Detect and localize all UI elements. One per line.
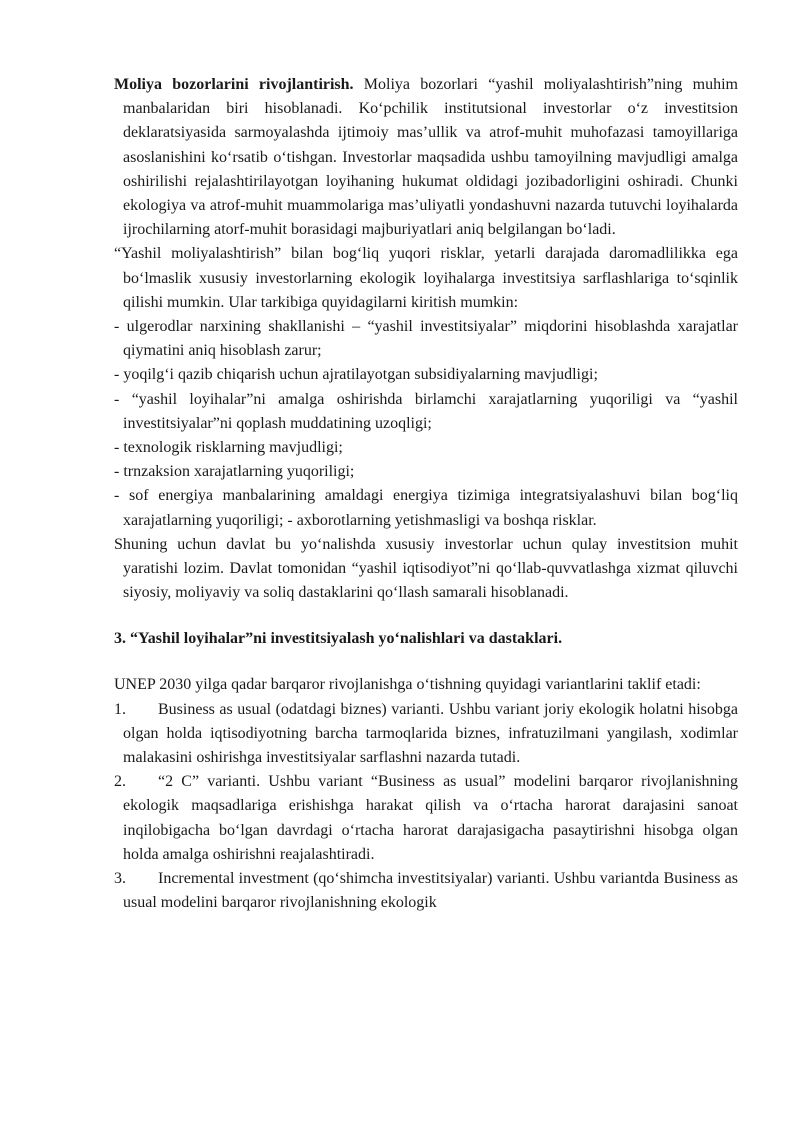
- numbered-item: [114, 698, 738, 771]
- paragraph-state-role: Shuning uchun davlat bu yoʻnalishda xususiy investorlar uchun qulay investitsion muhit yaratishi lozim. Davlat tomonidan “yashil iqtisodiyot”ni qoʻllab-quvvatlashga xizmat qiluvchi siyosiy, moliyaviy va soliq dastaklarini qoʻllash samarali hisoblanadi.: [114, 535, 738, 602]
- paragraph-green-finance-risks: “Yashil moliyalashtirish” bilan bogʻliq yuqori risklar, yetarli darajada daromadlilikka ega boʻlmaslik xususiy investorlarning ekologik loyihalarga investitsiya sarflashlariga toʻsqinlik qilishi mumkin. Ular tarkibiga quyidagilarni kiritish mumkin:: [114, 245, 738, 311]
- paragraph-unep-intro: UNEP 2030 yilga qadar barqaror rivojlanishga oʻtishning quyidagi variantlarini taklif etadi:: [114, 676, 701, 694]
- numbered-item-text: Incremental investment (qoʻshimcha investitsiyalar) varianti. Ushbu variantda Business as usual modelini barqaror rivojlanishning ekologik: [123, 870, 738, 912]
- numbered-item: [114, 770, 738, 867]
- list-item-risk: - texnologik risklarning mavjudligi;: [114, 439, 343, 457]
- numbered-item-text: “2 C” varianti. Ushbu variant “Business as usual” modelini barqaror rivojlanishning ekologik maqsadlariga erishishga harakat qilish va oʻrtacha harorat darajasini sanoat inqilobigacha boʻlgan davrdagi oʻrtacha harorat darajasigacha pasaytirishni hisobga olgan holda amalga oshirishni reajalashtiradi.: [123, 773, 738, 863]
- numbered-item: [114, 867, 738, 915]
- list-item-risk: - sof energiya manbalarining amaldagi energiya tizimiga integratsiyalashuvi bilan bogʻliq xarajatlarning yuqoriligi; - axborotlarning yetishmasligi va boshqa risklar.: [114, 487, 738, 529]
- list-item-risk: - ulgerodlar narxining shakllanishi – “yashil investitsiyalar” miqdorini hisoblashda xarajatlar qiymatini aniq hisoblash zarur;: [114, 318, 738, 360]
- numbered-item-number: 1.: [114, 700, 126, 718]
- numbered-item-number: 3.: [114, 870, 126, 888]
- paragraph-bold-lead: Moliya bozorlarini rivojlantirish.: [114, 76, 354, 93]
- paragraph-body: Moliya bozorlari “yashil moliyalashtirish”ning muhim manbalaridan biri hisoblanadi. Koʻpchilik institutsional investorlar oʻz investitsion deklaratsiyasida sarmoyalashda ijtimoiy mas’ullik va atrof-muhit muhofazasi tamoyillariga asoslanishini koʻrsatib oʻtishgan. Investorlar maqsadida ushbu tamoyilning mavjudligi amalga oshirilishi rejalashtirilayotgan loyihaning hukumat oldidagi jozibadorligini oshiradi. Chunki ekologiya va atrof-muhit muammolariga mas’uliyatli yondashuvni nazarda tutuvchi loyihalarda ijrochilarning atorf-muhit borasidagi majburiyatlari aniq belgilangan boʻladi.: [123, 76, 738, 239]
- list-item-risk: - “yashil loyihalar”ni amalga oshirishda birlamchi xarajatlarning yuqoriligi va “yashil investitsiyalar”ni qoplash muddatining uzoqligi;: [114, 390, 738, 432]
- document-page: [114, 73, 738, 916]
- paragraph-financial-markets: [114, 73, 738, 242]
- list-item-risk: - trnzaksion xarajatlarning yuqoriligi;: [114, 463, 355, 481]
- numbered-item-text: Business as usual (odatdagi biznes) varianti. Ushbu variant joriy ekologik holatni hisobga olgan holda iqtisodiyotning barcha tarmoqlarida biznes, infratuzilmani yangilash, xodimlar malakasini oshirishga investitsiyalar sarflashni nazarda tutadi.: [123, 700, 738, 767]
- list-item-risk: - yoqilgʻi qazib chiqarish uchun ajratilayotgan subsidiyalarning mavjudligi;: [114, 366, 598, 384]
- section-heading: 3. “Yashil loyihalar”ni investitsiyalash yoʻnalishlari va dastaklari.: [114, 630, 563, 648]
- numbered-item-number: 2.: [114, 773, 126, 791]
